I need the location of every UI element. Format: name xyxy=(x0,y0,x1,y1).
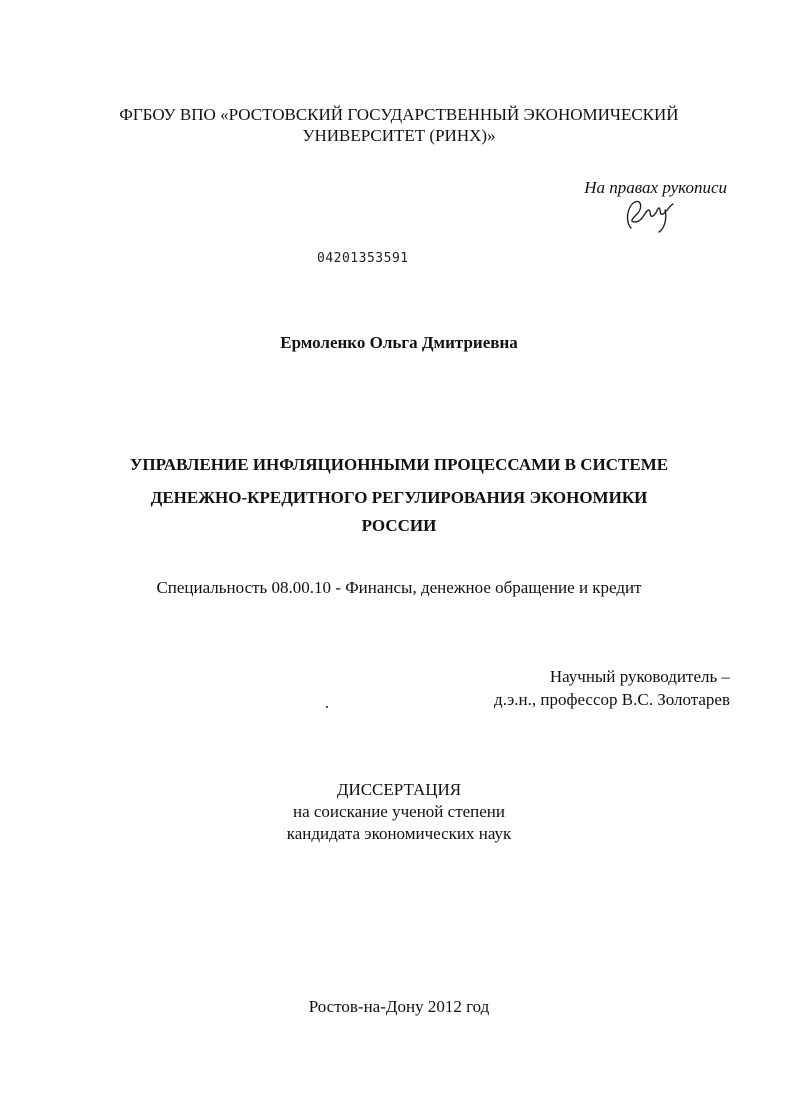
title-line-1: УПРАВЛЕНИЕ ИНФЛЯЦИОННЫМИ ПРОЦЕССАМИ В СИСТЕМЕ xyxy=(129,455,669,474)
supervisor-name: д.э.н., профессор В.С. Золотарев xyxy=(494,690,730,709)
institution-line-1: ФГБОУ ВПО «РОСТОВСКИЙ ГОСУДАРСТВЕННЫЙ ЭКОНОМИЧЕСКИЙ xyxy=(119,105,679,124)
place-year: Ростов-на-Дону 2012 год xyxy=(308,997,490,1016)
title-line-3: РОССИИ xyxy=(361,516,437,535)
dissertation-line-1: на соискание ученой степени xyxy=(292,802,506,821)
dissertation-line-2: кандидата экономических наук xyxy=(286,824,512,843)
handwritten-signature xyxy=(621,192,681,236)
title-line-2: ДЕНЕЖНО-КРЕДИТНОГО РЕГУЛИРОВАНИЯ ЭКОНОМИКИ xyxy=(150,488,648,507)
specialty: Специальность 08.00.10 - Финансы, денежное обращение и кредит xyxy=(156,578,642,597)
scan-speck xyxy=(326,706,328,708)
manuscript-note: На правах рукописи xyxy=(584,178,727,197)
dissertation-heading: ДИССЕРТАЦИЯ xyxy=(336,780,462,799)
institution-line-2: УНИВЕРСИТЕТ (РИНХ)» xyxy=(302,126,496,145)
supervisor-label: Научный руководитель – xyxy=(549,667,730,686)
author-name: Ермоленко Ольга Дмитриевна xyxy=(280,333,518,352)
registration-number: 04201353591 xyxy=(317,251,409,266)
